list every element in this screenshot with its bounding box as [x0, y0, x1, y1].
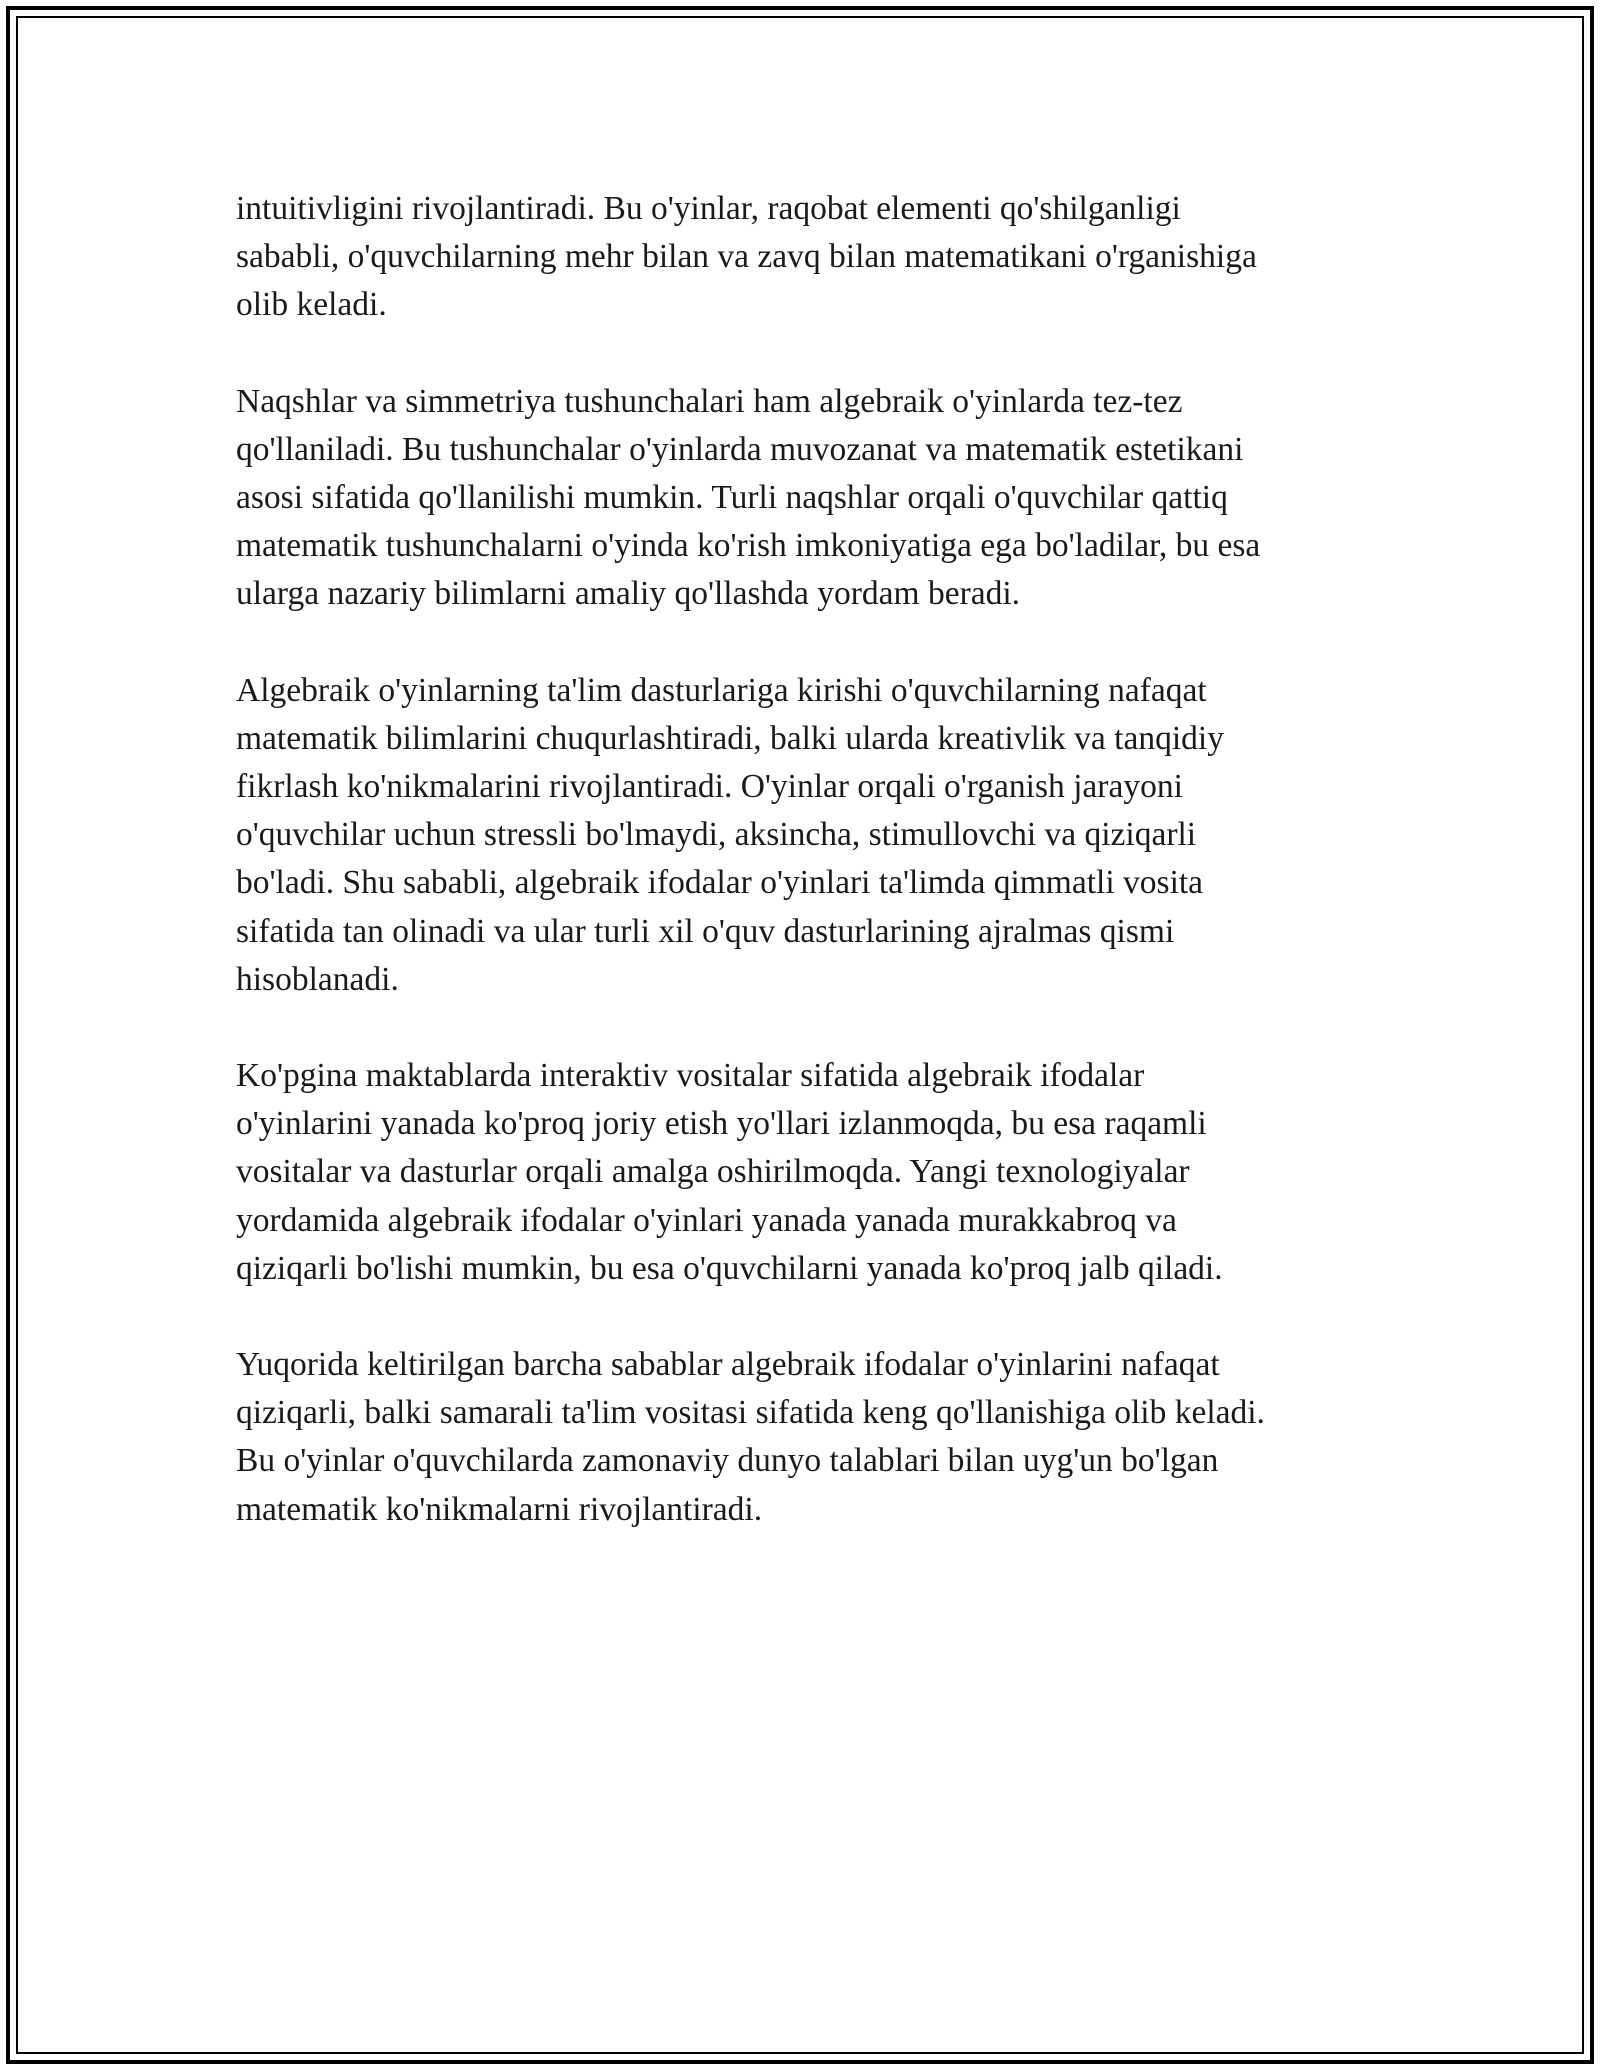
document-body	[236, 185, 1386, 1582]
text-line: qiziqarli bo'lishi mumkin, bu esa o'quvchilarni yanada ko'proq jalb qiladi.	[236, 1249, 1223, 1287]
text-line: Algebraik o'yinlarning ta'lim dasturlariga kirishi o'quvchilarning nafaqat	[236, 671, 1207, 709]
text-line: Ko'pgina maktablarda interaktiv vositalar sifatida algebraik ifodalar	[236, 1057, 1145, 1095]
paragraph	[236, 378, 1386, 619]
text-line: qiziqarli, balki samarali ta'lim vositasi sifatida keng qo'llanishiga olib keladi.	[236, 1394, 1265, 1432]
text-line: asosi sifatida qo'llanilishi mumkin. Turli naqshlar orqali o'quvchilar qattiq	[236, 479, 1228, 517]
paragraph	[236, 667, 1386, 1004]
paragraph	[236, 1052, 1386, 1293]
text-line: vositalar va dasturlar orqali amalga oshirilmoqda. Yangi texnologiyalar	[236, 1153, 1190, 1191]
text-line: hisoblanadi.	[236, 960, 399, 998]
text-line: Naqshlar va simmetriya tushunchalari ham algebraik o'yinlarda tez-tez	[236, 382, 1183, 420]
text-line: o'yinlarini yanada ko'proq joriy etish yo'llari izlanmoqda, bu esa raqamli	[236, 1105, 1207, 1143]
text-line: Yuqorida keltirilgan barcha sabablar algebraik ifodalar o'yinlarini nafaqat	[236, 1346, 1220, 1384]
text-line: ularga nazariy bilimlarni amaliy qo'llashda yordam beradi.	[236, 575, 1021, 613]
paragraph	[236, 185, 1386, 330]
text-line: Bu o'yinlar o'quvchilarda zamonaviy dunyo talablari bilan uyg'un bo'lgan	[236, 1442, 1219, 1480]
text-line: bo'ladi. Shu sababli, algebraik ifodalar o'yinlari ta'limda qimmatli vosita	[236, 864, 1204, 902]
text-line: fikrlash ko'nikmalarini rivojlantiradi. O'yinlar orqali o'rganish jarayoni	[236, 768, 1183, 806]
text-line: intuitivligini rivojlantiradi. Bu o'yinlar, raqobat elementi qo'shilganligi	[236, 190, 1181, 227]
text-line: matematik bilimlarini chuqurlashtiradi, balki ularda kreativlik va tanqidiy	[236, 719, 1224, 757]
paragraph	[236, 1341, 1386, 1534]
text-line: sifatida tan olinadi va ular turli xil o'quv dasturlarining ajralmas qismi	[236, 912, 1175, 950]
text-line: matematik ko'nikmalarni rivojlantiradi.	[236, 1490, 763, 1528]
text-line: sababli, o'quvchilarning mehr bilan va zavq bilan matematikani o'rganishiga	[236, 238, 1257, 276]
text-line: yordamida algebraik ifodalar o'yinlari yanada yanada murakkabroq va	[236, 1201, 1177, 1239]
text-line: o'quvchilar uchun stressli bo'lmaydi, aksincha, stimullovchi va qiziqarli	[236, 816, 1197, 854]
text-line: qo'llaniladi. Bu tushunchalar o'yinlarda muvozanat va matematik estetikani	[236, 430, 1244, 468]
text-line: matematik tushunchalarni o'yinda ko'rish imkoniyatiga ega bo'ladilar, bu esa	[236, 527, 1261, 565]
text-line: olib keladi.	[236, 286, 387, 324]
